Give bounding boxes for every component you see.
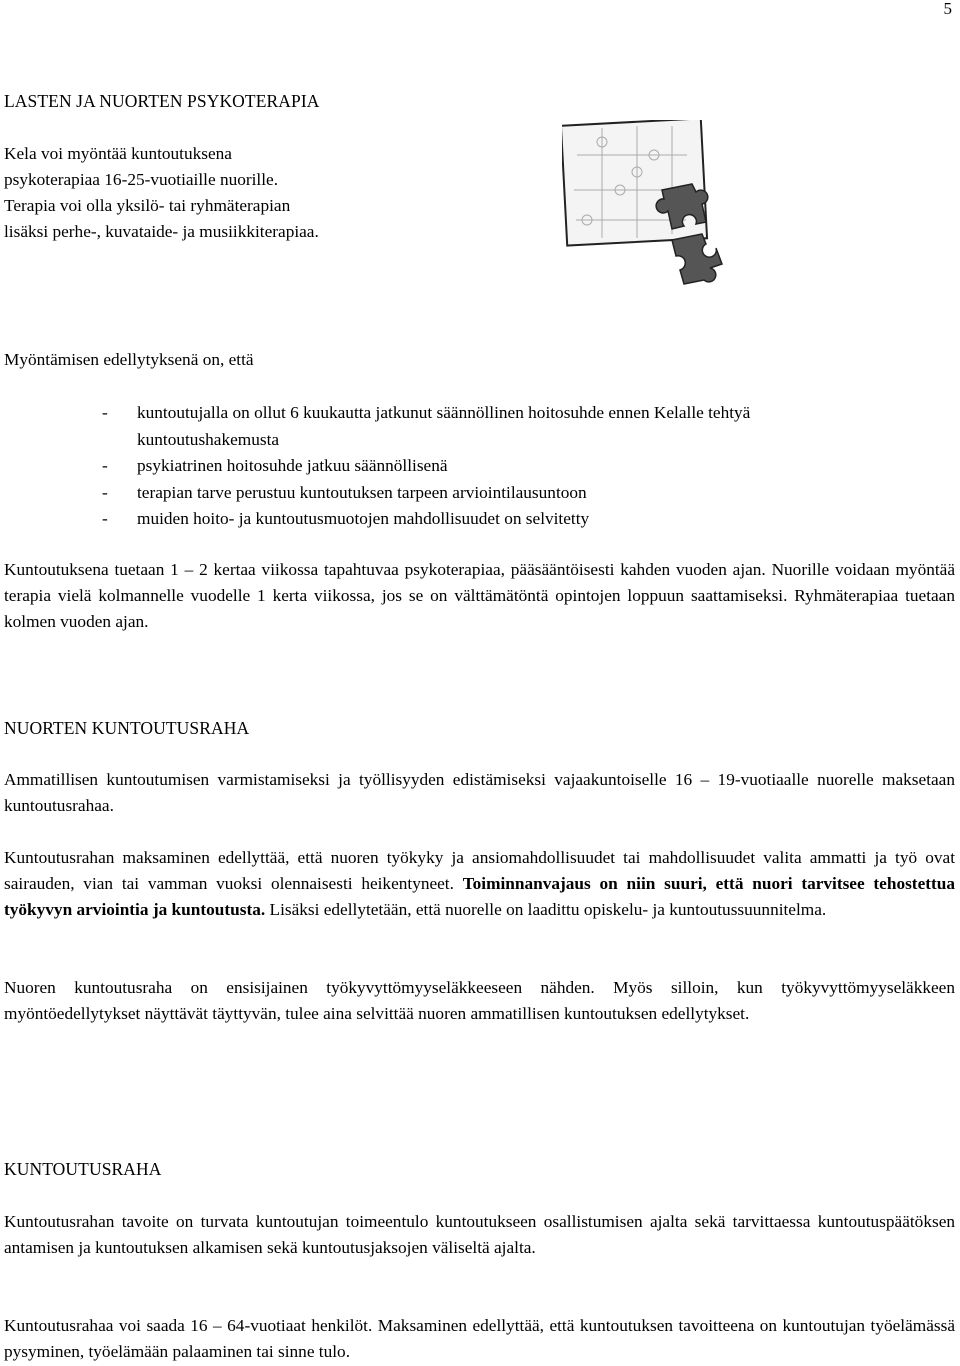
list-item-text: terapian tarve perustuu kuntoutuksen tarpeen arviointilausuntoon	[137, 482, 587, 502]
list-item-text: psykiatrinen hoitosuhde jatkuu säännöllisenä	[137, 456, 448, 475]
list-item-text: kuntoutujalla on ollut 6 kuukautta jatkunut säännöllinen hoitosuhde ennen Kelalle tehtyä	[137, 403, 751, 422]
intro-line: psykoterapiaa 16-25-vuotiaille nuorille.	[4, 170, 279, 189]
frequency-paragraph: Kuntoutuksena tuetaan 1 – 2 kertaa viikossa tapahtuvaa psykoterapiaa, pääsääntöisesti kahden vuoden ajan. Nuorille voidaan myöntää terapia vielä kolmannelle vuodelle 1 kerta viikossa, jos se on välttämätöntä opintojen loppuun saattamiseksi. Ryhmäterapiaa tuetaan kolmen vuoden ajan.	[4, 560, 955, 631]
list-item	[4, 506, 959, 533]
nuorten-paragraph-1: Ammatillisen kuntoutumisen varmistamiseksi ja työllisyyden edistämiseksi vajaakuntoiselle 16 – 19-vuotiaalle nuorelle maksetaan kuntoutusrahaa.	[4, 770, 955, 815]
list-item	[4, 400, 959, 427]
conditions-list	[4, 400, 959, 533]
list-item-text: kuntoutushakemusta	[137, 429, 280, 449]
paragraph-text: Kuntoutusrahan maksaminen edellyttää, että nuoren työkyky ja ansiomahdollisuudet tai mahdollisuudet valita ammatti ja työ ovat sairauden, vian tai vamman vuoksi olennaisesti heikentyneet.	[4, 848, 955, 893]
nuorten-paragraph-3: Nuoren kuntoutusraha on ensisijainen työkyvyttömyyseläkkeeseen nähden. Myös silloin, kun työkyvyttömyyseläkkeen myöntöedellytykset näyttävät täyttyvän, tulee aina selvittää nuoren ammatillisen kuntoutuksen edellytykset.	[4, 978, 955, 1023]
paragraph-text: Lisäksi edellytetään, että nuorelle on laadittu opiskelu- ja kuntoutussuunnitelma.	[265, 900, 827, 919]
paragraph-bold-text: Toiminnanvajaus on niin suuri, että nuori tarvitsee tehostettua työkyvyn arviointia ja kuntoutusta.	[4, 874, 955, 919]
kuntoutusraha-paragraph-2: Kuntoutusrahaa voi saada 16 – 64-vuotiaat henkilöt. Maksaminen edellyttää, että kuntoutuksen tavoitteena on kuntoutujan työelämässä pysyminen, työelämään palaaminen tai sinne tulo.	[4, 1316, 955, 1361]
intro-text	[4, 141, 524, 245]
list-dash: -	[102, 509, 108, 528]
kuntoutusraha-paragraph-1: Kuntoutusrahan tavoite on turvata kuntoutujan toimeentulo kuntoutukseen osallistumisen ajalta sekä tarvittaessa kuntoutuspäätöksen antamisen ja kuntoutuksen alkamisen sekä kuntoutusjaksojen väliseltä ajalta.	[4, 1212, 955, 1257]
heading-kuntoutusraha: KUNTOUTUSRAHA	[4, 1159, 162, 1179]
list-item	[4, 453, 959, 480]
intro-line: Terapia voi olla yksilö- tai ryhmäterapian	[4, 196, 291, 215]
intro-line: lisäksi perhe-, kuvataide- ja musiikkiterapiaa.	[4, 222, 319, 241]
puzzle-pieces-icon	[562, 120, 737, 295]
list-dash: -	[102, 456, 108, 475]
list-item	[4, 480, 959, 507]
nuorten-paragraph-2	[4, 845, 955, 923]
page-number: 5	[943, 0, 952, 18]
conditions-lead: Myöntämisen edellytyksenä on, että	[4, 350, 254, 369]
list-dash: -	[102, 403, 108, 422]
heading-psykoterapia: LASTEN JA NUORTEN PSYKOTERAPIA	[4, 91, 320, 111]
list-item-text: muiden hoito- ja kuntoutusmuotojen mahdollisuudet on selvitetty	[137, 509, 590, 528]
intro-line: Kela voi myöntää kuntoutuksena	[4, 144, 232, 163]
list-item	[4, 427, 959, 454]
list-dash: -	[102, 482, 108, 502]
heading-nuorten-kuntoutusraha: NUORTEN KUNTOUTUSRAHA	[4, 718, 250, 738]
